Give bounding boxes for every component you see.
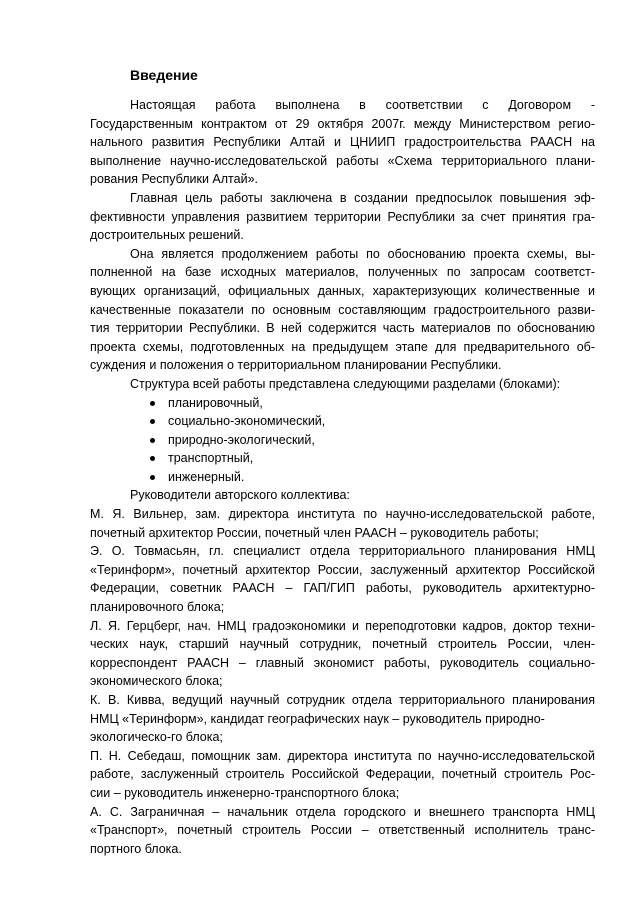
list-item: [90, 468, 595, 487]
leader-entry: [90, 542, 595, 616]
text-line: нального развития Республики Алтай и ЦНИИП градостроительства РААСН на: [90, 135, 595, 150]
leader-entry: [90, 691, 595, 747]
text-line: планировочного блока;: [90, 600, 225, 615]
text-line: качественные показатели по основным составляющим градостроительного разви-: [90, 302, 595, 317]
blocks-list: [90, 394, 595, 487]
list-item-label: планировочный,: [168, 395, 263, 410]
text-line: Она является продолжением работы по обоснованию проекта схемы, вы-: [130, 246, 595, 261]
text-line: фективности управления развитием территории Республики за счет принятия гра-: [90, 209, 595, 224]
document-page: [90, 66, 595, 858]
leader-entry: [90, 747, 595, 803]
leaders-heading: Руководители авторского коллектива:: [130, 488, 350, 503]
text-line: ческих наук, старший научный сотрудник, почетный строитель России, член-: [90, 637, 595, 652]
list-item-label: транспортный,: [168, 451, 254, 466]
list-item: [90, 431, 595, 450]
text-line: Федерации, советник РААСН – ГАП/ГИП работы, руководитель архитектурно-: [90, 581, 595, 596]
text-line: суждения и положения о территориальном планировании Республики.: [90, 358, 502, 373]
text-line: «Теринформ», почетный архитектор России, заслуженный архитектор Российской: [90, 562, 595, 577]
list-item-label: природно-экологический,: [168, 432, 315, 447]
text-line: тия территории Республики. В ней содержится часть материалов по обоснованию: [90, 321, 595, 336]
leader-entry: [90, 617, 595, 691]
text-line: Л. Я. Герцберг, нач. НМЦ градоэкономики и переподготовки кадров, доктор техни-: [90, 618, 595, 633]
list-item-label: социально-экономический,: [168, 414, 326, 429]
text-line: рования Республики Алтай».: [90, 172, 259, 187]
bullet-icon: [150, 419, 155, 424]
text-line: почетный архитектор России, почетный член РААСН – руководитель работы;: [90, 525, 539, 540]
text-line: вующих организаций, официальных данных, характеризующих количественные и: [90, 283, 595, 298]
text-line: портного блока.: [90, 841, 182, 856]
bullet-icon: [150, 475, 155, 480]
structure-intro: Структура всей работы представлена следующими разделами (блоками):: [130, 376, 561, 391]
intro-paragraph: [90, 96, 595, 189]
text-line: корреспондент РААСН – главный экономист работы, руководитель социально-: [90, 655, 595, 670]
bullet-icon: [150, 438, 155, 443]
text-line: «Транспорт», почетный строитель России – ответственный исполнитель транс-: [90, 823, 595, 838]
bullet-icon: [150, 401, 155, 406]
text-line: проекта схемы, подготовленных на предыдущем этапе для предварительного об-: [90, 339, 595, 354]
list-item-label: инженерный.: [168, 469, 245, 484]
text-line: достроительных решений.: [90, 228, 244, 243]
goal-paragraph: [90, 189, 595, 245]
text-line: экономического блока;: [90, 674, 223, 689]
continuation-paragraph: [90, 245, 595, 375]
bullet-icon: [150, 456, 155, 461]
text-line: Э. О. Товмасьян, гл. специалист отдела территориального планирования НМЦ: [90, 544, 595, 559]
text-line: А. С. Заграничная – начальник отдела городского и внешнего транспорта НМЦ: [90, 804, 595, 819]
text-line: П. Н. Себедаш, помощник зам. директора института по научно-исследовательской: [90, 748, 595, 763]
text-line: К. В. Кивва, ведущий научный сотрудник отдела территориального планирования: [90, 693, 595, 707]
leader-entry: [90, 803, 595, 859]
section-title: Введение: [130, 67, 198, 83]
text-line: работе, заслуженный строитель Российской Федерации, почетный строитель Рос-: [90, 767, 595, 782]
text-line: НМЦ «Теринформ», кандидат географических наук – руководитель природно-: [90, 711, 545, 726]
list-item: [90, 394, 595, 413]
text-line: выполнение научно-исследовательской работы «Схема территориального плани-: [90, 153, 595, 168]
text-line: полненной на базе исходных материалов, полученных по запросам соответст-: [90, 265, 595, 280]
text-line: Настоящая работа выполнена в соответствии с Договором -: [130, 98, 595, 112]
text-line: сии – руководитель инженерно-транспортного блока;: [90, 785, 400, 800]
text-line: экологическо-го блока;: [90, 730, 223, 745]
text-line: Главная цель работы заключена в создании предпосылок повышения эф-: [130, 190, 595, 205]
list-item: [90, 412, 595, 431]
text-line: М. Я. Вильнер, зам. директора института по научно-исследовательской работе,: [90, 507, 595, 522]
leader-entry: [90, 505, 595, 542]
text-line: Государственным контрактом от 29 октября 2007г. между Министерством регио-: [90, 116, 595, 131]
list-item: [90, 449, 595, 468]
